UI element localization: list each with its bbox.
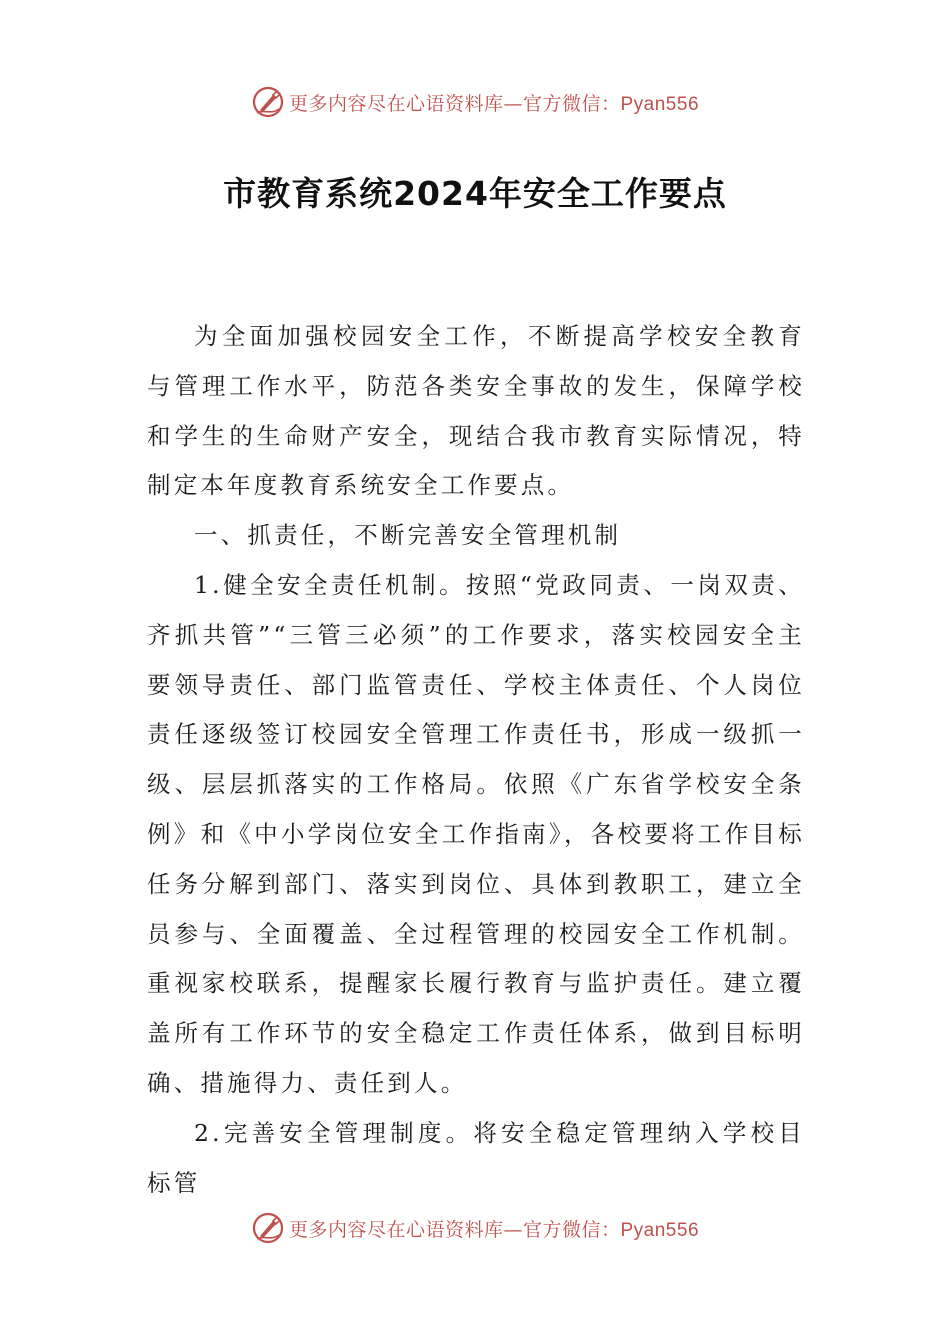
- header-banner: [0, 82, 950, 122]
- pen-nib-logo-icon: [251, 85, 285, 119]
- document-body: [147, 312, 805, 1208]
- pen-nib-logo-icon: [251, 1211, 285, 1245]
- paragraph-item-2: 2.完善安全管理制度。将安全稳定管理纳入学校目标管: [147, 1118, 805, 1197]
- section-heading-1: 一、抓责任，不断完善安全管理机制: [194, 521, 622, 550]
- banner-text: 更多内容尽在心语资料库—官方微信：Pyan556: [288, 1218, 700, 1241]
- footer-banner: [0, 1208, 950, 1248]
- document-title: 市教育系统2024年安全工作要点: [223, 174, 727, 213]
- paragraph-item-1: 1.健全安全责任机制。按照“党政同责、一岗双责、齐抓共管”“三管三必须”的工作要求，落实校园安全主要领导责任、部门监管责任、学校主体责任、个人岗位责任逐级签订校园安全管理工作责任书，形成一级抓一级、层层抓落实的工作格局。依照《广东省学校安全条例》和《中小学岗位安全工作指南》，各校要将工作目标任务分解到部门、落实到岗位、具体到教职工，建立全员参与、全面覆盖、全过程管理的校园安全工作机制。重视家校联系，提醒家长履行教育与监护责任。建立覆盖所有工作环节的安全稳定工作责任体系，做到目标明确、措施得力、责任到人。: [147, 570, 805, 1097]
- banner-text: 更多内容尽在心语资料库—官方微信：Pyan556: [288, 92, 700, 115]
- paragraph-intro: 为全面加强校园安全工作，不断提高学校安全教育与管理工作水平，防范各类安全事故的发生，保障学校和学生的生命财产安全，现结合我市教育实际情况，特制定本年度教育系统安全工作要点。: [147, 322, 805, 500]
